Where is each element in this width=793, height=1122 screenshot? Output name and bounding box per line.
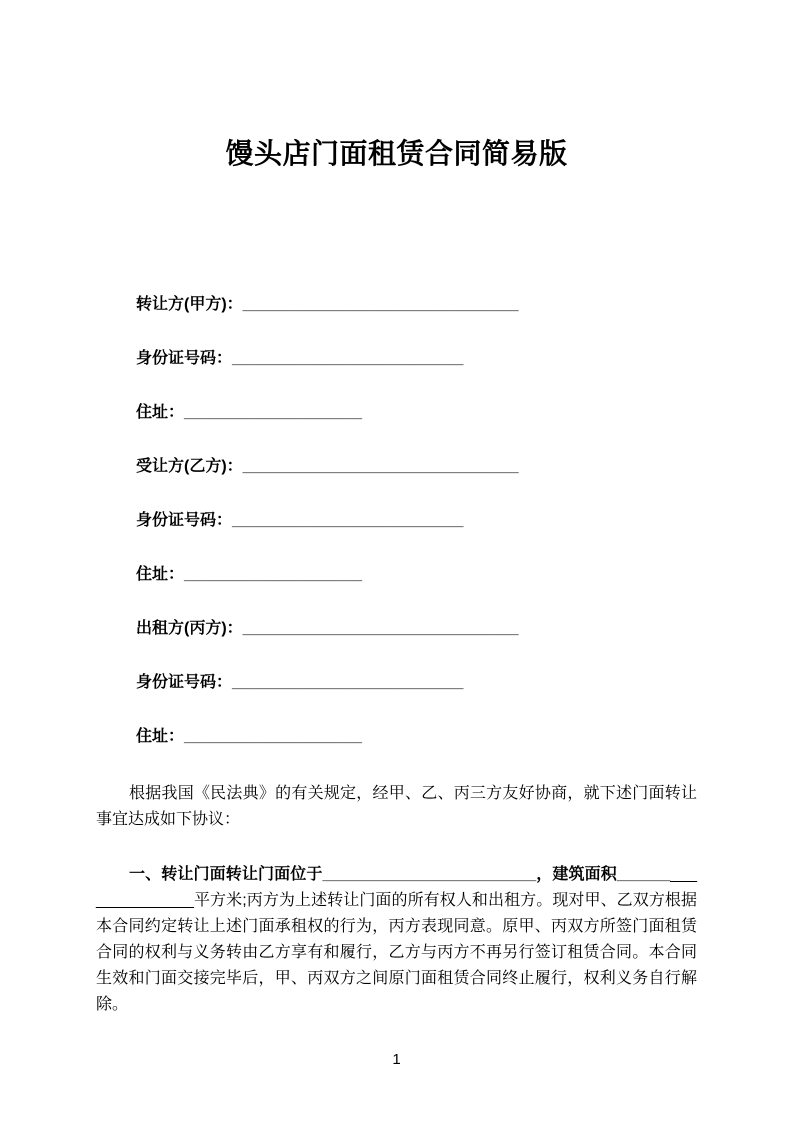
document-title: 馒头店门面租赁合同简易版 <box>225 138 568 169</box>
field-label: 住址： <box>136 404 185 421</box>
field-label: 住址： <box>136 728 185 745</box>
party-fields-section <box>96 295 697 747</box>
field-label: 身份证号码： <box>136 350 233 367</box>
clause-1-body: ______________平方米;丙方为上述转让门面的所有权人和出租方。现对甲、乙双方根据本合同约定转让上述门面承租权的行为，丙方表现同意。原甲、丙双方所签门面租赁合同的权利与义务转由乙方享有和履行，乙方与丙方不再另行签订租赁合同。本合同生效和门面交接完毕后，甲、丙双方之间原门面租赁合同终止履行，权利义务自行解除。 <box>96 866 697 1013</box>
field-blank-underline: __________________________ <box>232 350 464 367</box>
field-label: 身份证号码： <box>136 512 233 529</box>
field-blank-underline: _______________________________ <box>242 296 519 313</box>
field-blank-underline: _______________________________ <box>242 458 519 475</box>
field-label: 转让方(甲方)： <box>136 296 243 313</box>
field-label: 住址： <box>136 566 185 583</box>
field-blank-underline: ____________________ <box>184 404 362 421</box>
field-blank-underline: ____________________ <box>184 566 362 583</box>
field-address-c <box>96 727 697 747</box>
field-transferee-party-b <box>96 457 697 477</box>
field-label: 受让方(乙方)： <box>136 458 243 475</box>
field-label: 出租方(丙方)： <box>136 620 243 637</box>
clause-1-heading: 一、转让门面转让门面位于________________________，建筑面积______ <box>129 866 671 883</box>
intro-paragraph: 根据我国《民法典》的有关规定，经甲、乙、丙三方友好协商，就下述门面转让事宜达成如下协议： <box>96 785 697 828</box>
field-id-number-c <box>96 673 697 693</box>
field-lessor-party-c <box>96 619 697 639</box>
field-id-number-a <box>96 349 697 369</box>
field-address-b <box>96 565 697 585</box>
field-blank-underline: _______________________________ <box>242 620 519 637</box>
field-blank-underline: __________________________ <box>232 512 464 529</box>
field-blank-underline: ____________________ <box>184 728 362 745</box>
field-blank-underline: __________________________ <box>232 674 464 691</box>
page-number: 1 <box>392 1051 401 1068</box>
field-transferor-party-a <box>96 295 697 315</box>
field-address-a <box>96 403 697 423</box>
field-label: 身份证号码： <box>136 674 233 691</box>
field-id-number-b <box>96 511 697 531</box>
contract-body <box>96 781 697 1018</box>
clause-1-paragraph <box>96 862 697 1018</box>
